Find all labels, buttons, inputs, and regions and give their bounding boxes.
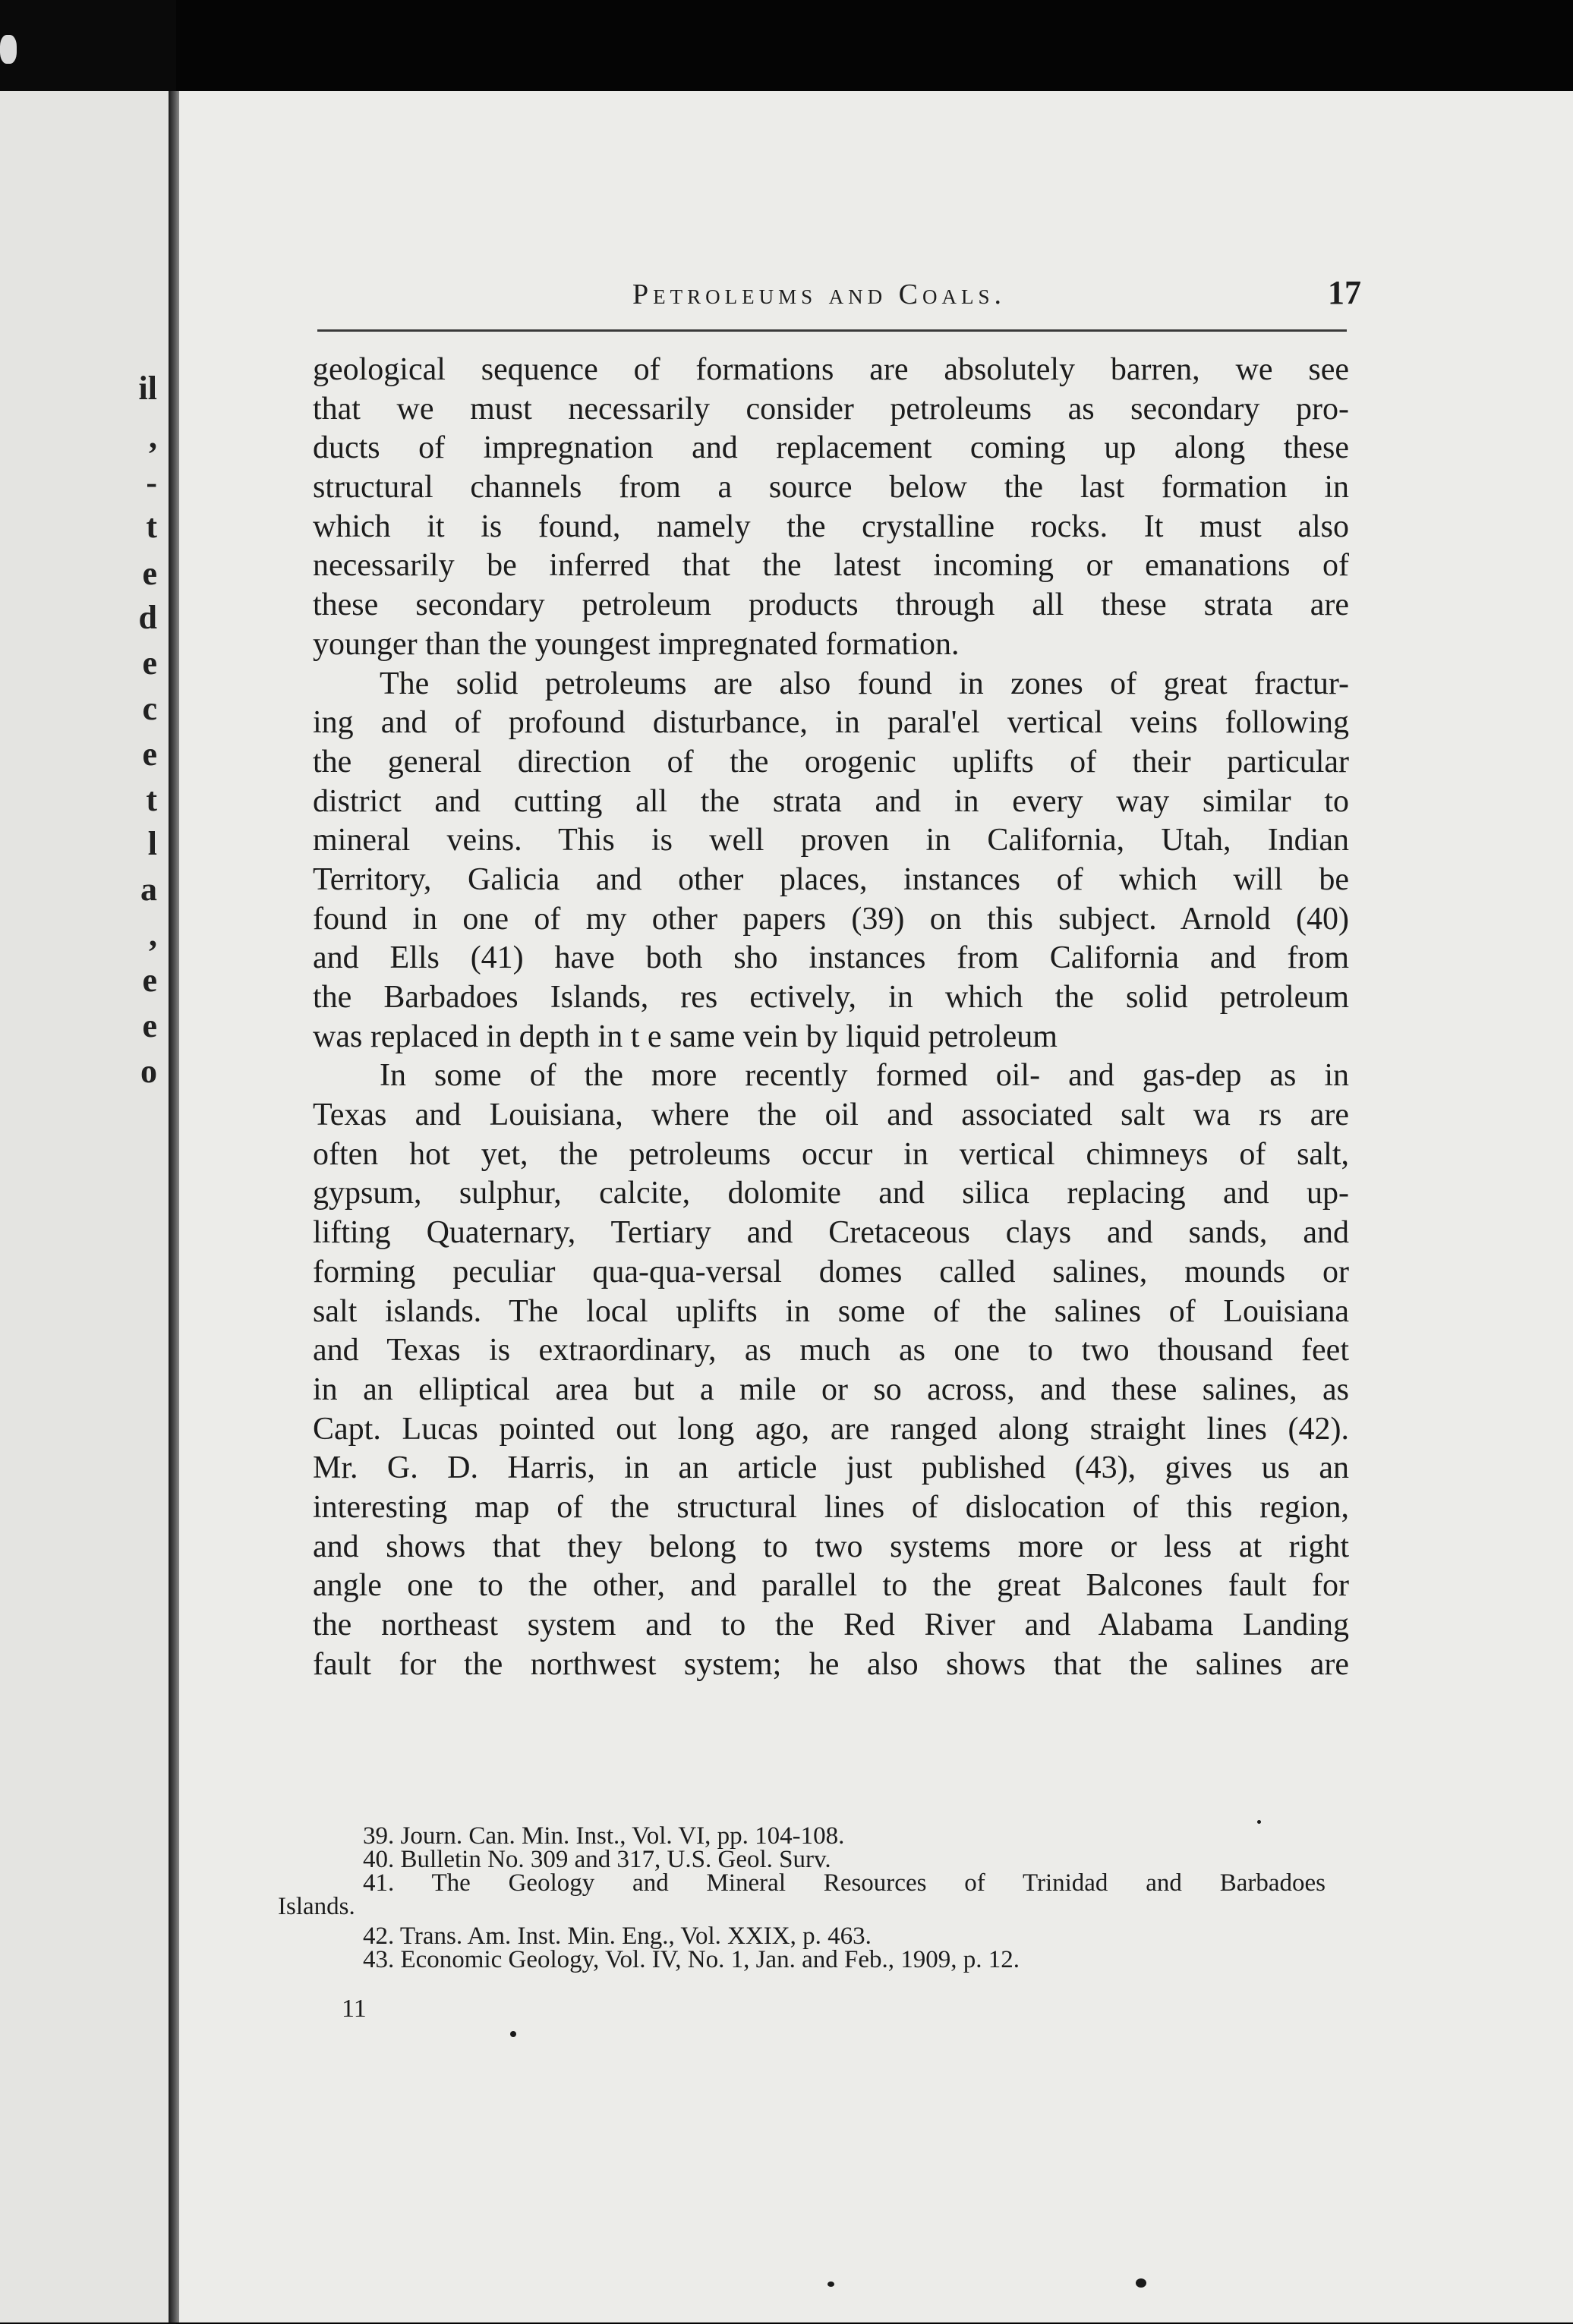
page-header bbox=[632, 273, 1361, 319]
facing-page-fragment: a bbox=[140, 871, 157, 908]
ink-speck bbox=[1136, 2278, 1146, 2288]
text-line: often hot yet, the petroleums occur in vertical chimneys of salt, bbox=[313, 1136, 1349, 1172]
facing-page-fragment: e bbox=[142, 735, 157, 773]
page-number: 17 bbox=[1328, 274, 1361, 311]
ink-speck bbox=[827, 2281, 834, 2287]
text-line: was replaced in depth in t e same vein by liquid petroleum bbox=[313, 1019, 1058, 1054]
text-line: the northeast system and to the Red River and Alabama Landing bbox=[313, 1608, 1349, 1642]
footnote: 41. The Geology and Mineral Resources of Trinidad and Barbadoes bbox=[363, 1869, 1326, 1897]
text-line: district and cutting all the strata and in every way similar to bbox=[313, 783, 1349, 819]
facing-page-fragment: t bbox=[146, 508, 157, 545]
text-line: the general direction of the orogenic uplifts of their particular bbox=[313, 744, 1349, 779]
footnote-continuation: Islands. bbox=[278, 1893, 355, 1920]
text-line: fault for the northwest system; he also shows that the salines are bbox=[313, 1646, 1349, 1682]
text-line: ducts of impregnation and replacement coming up along these bbox=[313, 430, 1349, 466]
text-line: ing and of profound disturbance, in paral'el vertical veins following bbox=[313, 705, 1349, 741]
text-line: Capt. Lucas pointed out long ago, are ranged along straight lines (42). bbox=[313, 1411, 1349, 1447]
ink-speck bbox=[510, 2031, 516, 2037]
ink-speck bbox=[1257, 1820, 1261, 1824]
text-line: lifting Quaternary, Tertiary and Cretaceous clays and sands, and bbox=[313, 1215, 1349, 1251]
running-head: Petroleums and Coals. bbox=[632, 279, 1006, 310]
scan-artifact bbox=[0, 35, 17, 64]
text-line: structural channels from a source below the last formation in bbox=[313, 470, 1349, 505]
facing-page-fragment: o bbox=[140, 1053, 157, 1090]
text-line: In some of the more recently formed oil- and gas-dep as in bbox=[380, 1058, 1349, 1094]
text-line: necessarily be inferred that the latest incoming or emanations of bbox=[313, 548, 1349, 584]
header-rule bbox=[317, 329, 1347, 332]
text-line: and Ells (41) have both sho instances from California and from bbox=[313, 940, 1349, 976]
text-line: these secondary petroleum products through all these strata are bbox=[313, 587, 1349, 623]
facing-page-fragment: d bbox=[138, 599, 157, 636]
text-line: Mr. G. D. Harris, in an article just published (43), gives us an bbox=[313, 1450, 1349, 1486]
text-line: geological sequence of formations are absolutely barren, we see bbox=[313, 352, 1349, 387]
text-line: gypsum, sulphur, calcite, dolomite and silica replacing and up- bbox=[313, 1176, 1349, 1211]
facing-page-fragment: - bbox=[146, 464, 157, 501]
footnote: 43. Economic Geology, Vol. IV, No. 1, Jan. and Feb., 1909, p. 12. bbox=[363, 1946, 1020, 1973]
facing-page-fragment: e bbox=[142, 644, 157, 682]
text-line: Texas and Louisiana, where the oil and associated salt wa rs are bbox=[313, 1097, 1349, 1133]
text-line: The solid petroleums are also found in zones of great fractur- bbox=[380, 666, 1349, 701]
text-line: and shows that they belong to two systems more or less at right bbox=[313, 1529, 1349, 1564]
text-line: Territory, Galicia and other places, instances of which will be bbox=[313, 861, 1349, 897]
text-line: interesting map of the structural lines of dislocation of this region, bbox=[313, 1489, 1349, 1525]
text-line: forming peculiar qua-qua-versal domes called salines, mounds or bbox=[313, 1254, 1349, 1290]
signature-mark: 11 bbox=[342, 1995, 367, 2023]
text-line: angle one to the other, and parallel to the great Balcones fault for bbox=[313, 1568, 1349, 1604]
facing-page-fragment: , bbox=[149, 916, 157, 953]
facing-page-fragment: c bbox=[142, 690, 157, 727]
body-text bbox=[313, 351, 1349, 1684]
facing-page-edge bbox=[0, 91, 171, 2322]
text-line: the Barbadoes Islands, res ectively, in which the solid petroleum bbox=[313, 980, 1349, 1015]
text-line: mineral veins. This is well proven in California, Utah, Indian bbox=[313, 823, 1349, 858]
facing-page-fragment: t bbox=[146, 781, 157, 818]
facing-page-fragment: e bbox=[142, 1007, 157, 1044]
facing-page-fragment: e bbox=[142, 962, 157, 999]
facing-page-fragment: , bbox=[149, 418, 157, 455]
text-line: that we must necessarily consider petroleums as secondary pro- bbox=[313, 391, 1349, 427]
footnotes bbox=[278, 1822, 1326, 1973]
facing-page-fragment: e bbox=[142, 555, 157, 592]
facing-page-fragment: l bbox=[147, 825, 157, 862]
text-line: younger than the youngest impregnated formation. bbox=[313, 626, 960, 662]
facing-page-fragment: il bbox=[138, 370, 157, 407]
text-line: which it is found, namely the crystalline rocks. It must also bbox=[313, 509, 1349, 544]
text-line: found in one of my other papers (39) on this subject. Arnold (40) bbox=[313, 901, 1349, 937]
footnote: 42. Trans. Am. Inst. Min. Eng., Vol. XXIX, p. 463. bbox=[363, 1922, 872, 1950]
footnote: 39. Journ. Can. Min. Inst., Vol. VI, pp. 104-108. bbox=[363, 1822, 845, 1850]
footnote: 40. Bulletin No. 309 and 317, U.S. Geol. Surv. bbox=[363, 1846, 831, 1873]
text-line: in an elliptical area but a mile or so across, and these salines, as bbox=[313, 1371, 1349, 1407]
text-line: and Texas is extraordinary, as much as one to two thousand feet bbox=[313, 1333, 1349, 1368]
text-line: salt islands. The local uplifts in some of the salines of Louisiana bbox=[313, 1293, 1349, 1329]
